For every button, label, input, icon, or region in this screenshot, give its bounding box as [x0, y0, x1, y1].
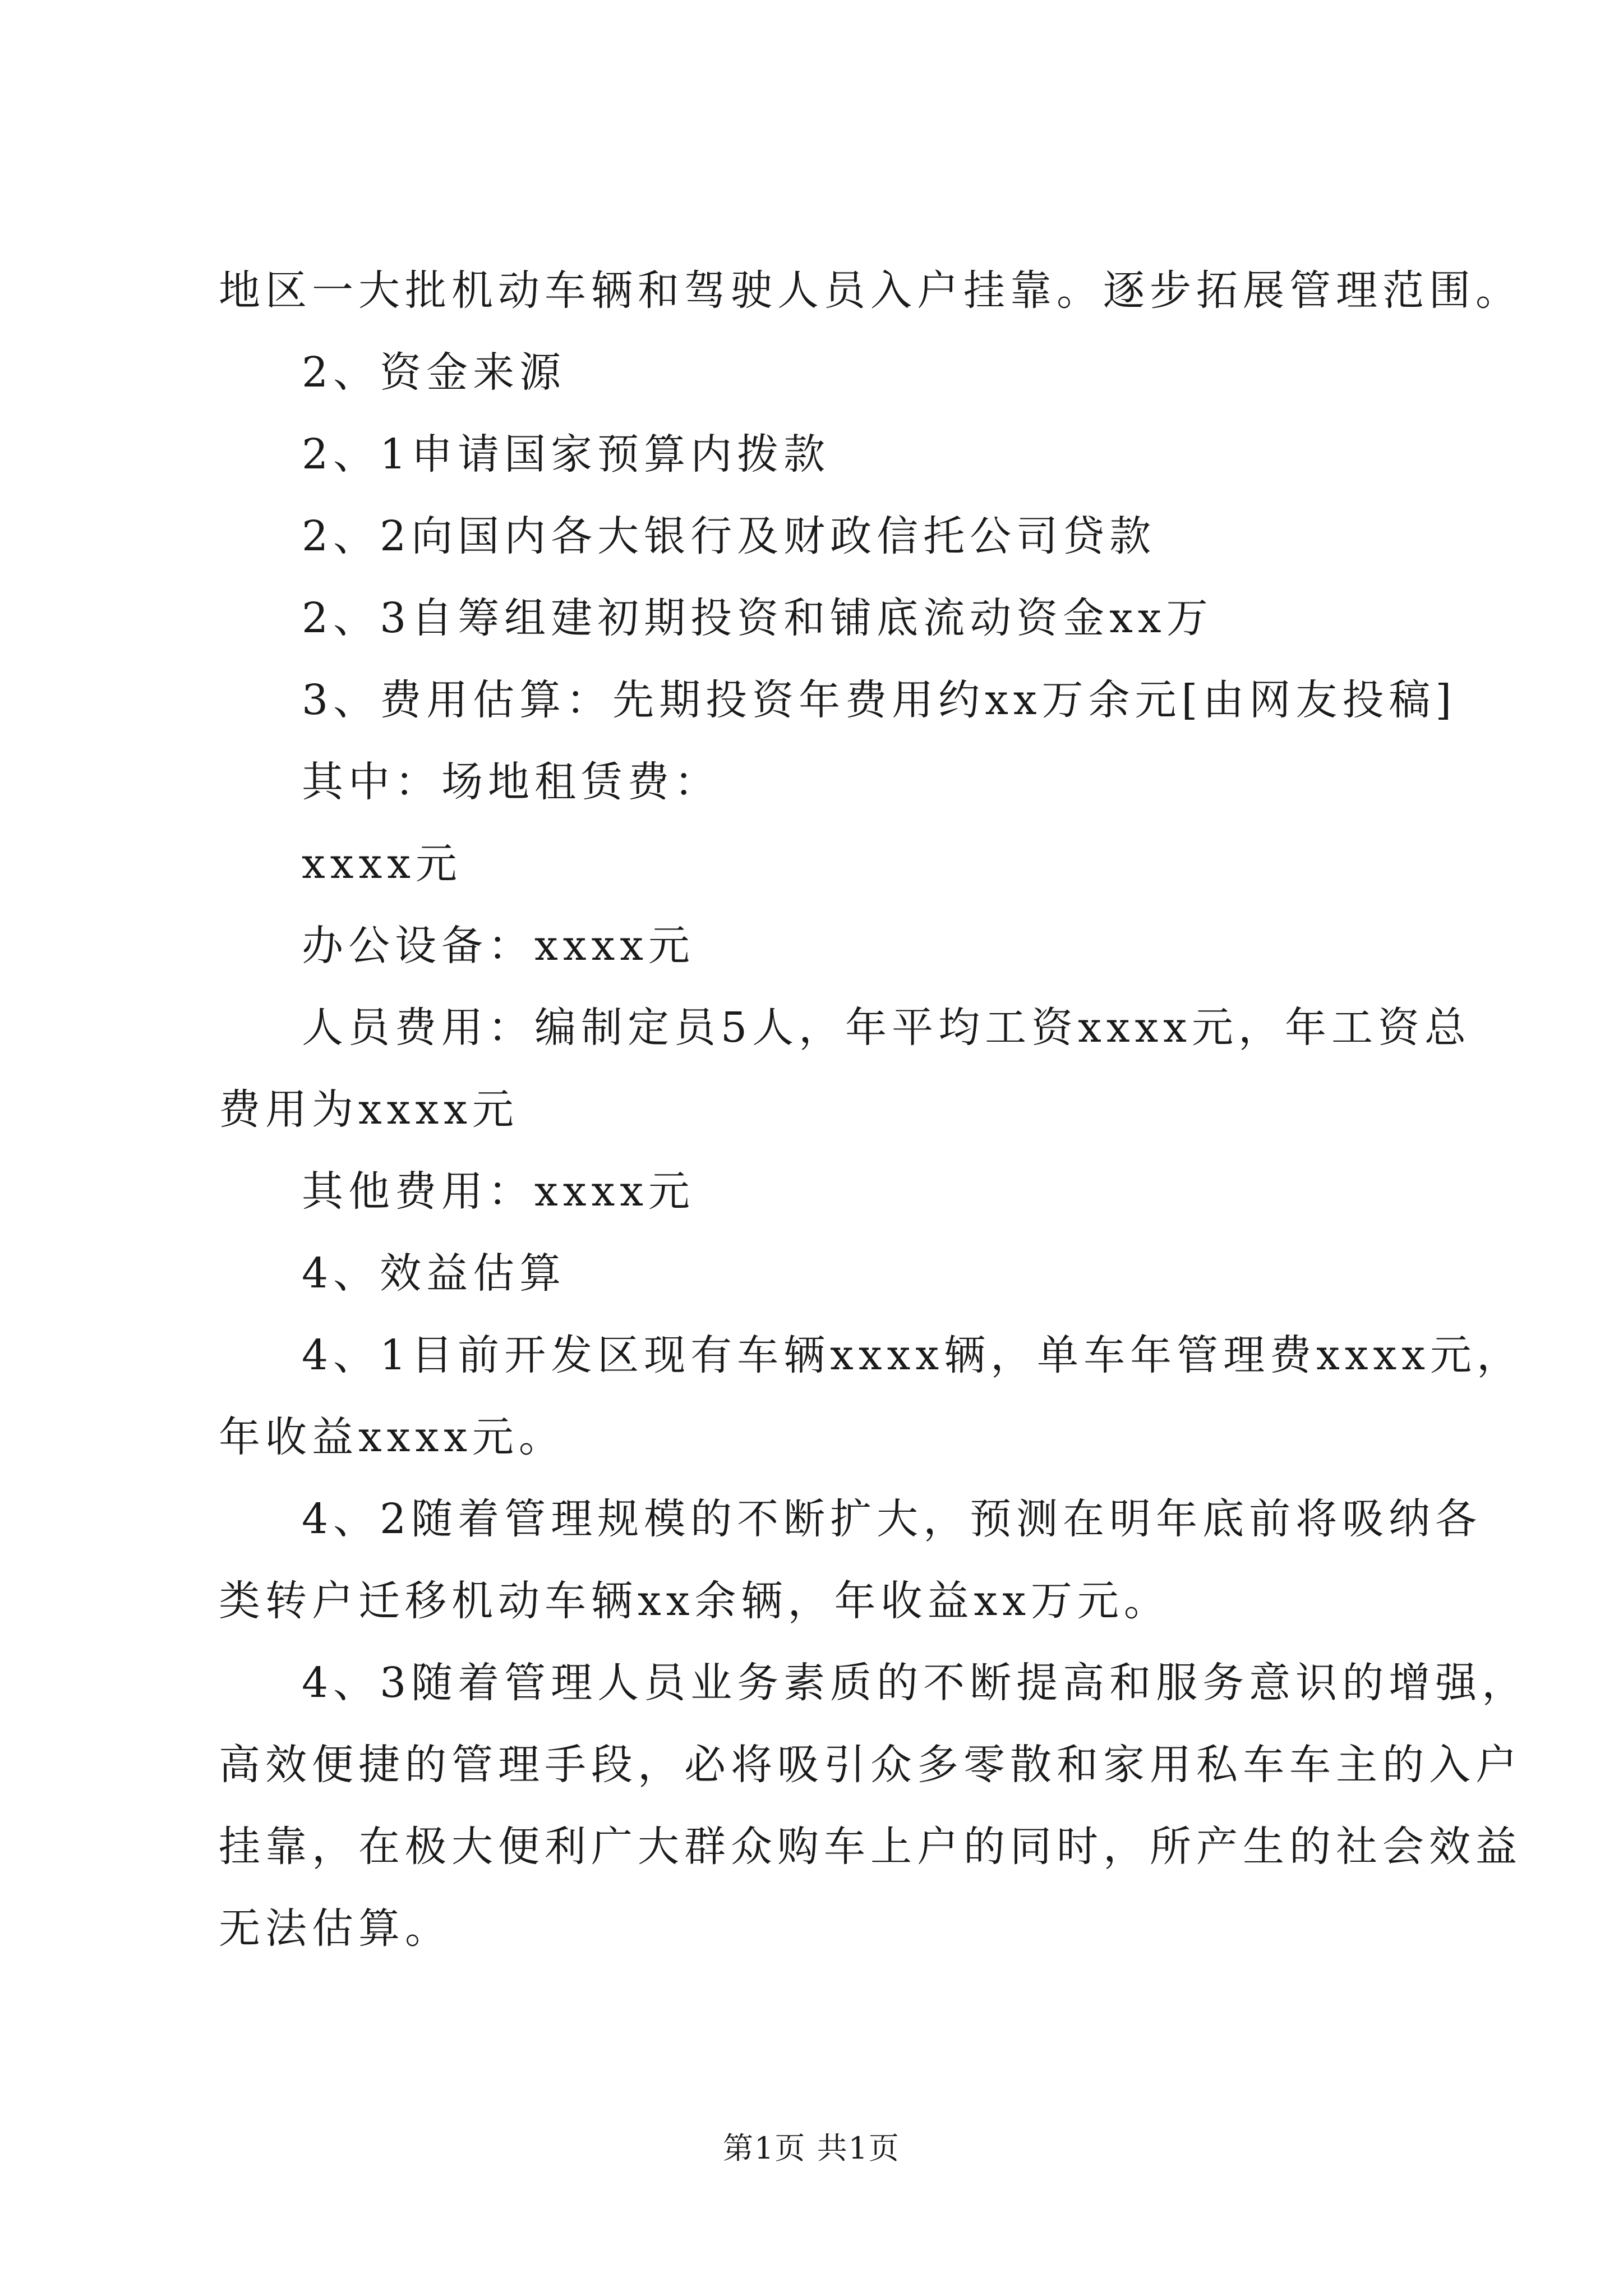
- text-line: xxxx元: [302, 840, 462, 888]
- text-line: 其他费用：xxxx元: [302, 1167, 695, 1216]
- text-line: 类转户迁移机动车辆xx余辆，年收益xx万元。: [219, 1577, 1170, 1625]
- text-line: 地区一大批机动车辆和驾驶人员入户挂靠。逐步拓展管理范围。: [219, 266, 1522, 315]
- text-line: 4、1目前开发区现有车辆xxxx辆，单车年管理费xxxx元，: [302, 1331, 1524, 1379]
- text-line: 挂靠，在极大便利广大群众购车上户的同时，所产生的社会效益: [219, 1823, 1522, 1871]
- text-line: 4、效益估算: [302, 1249, 566, 1297]
- text-line: 3、费用估算：先期投资年费用约xx万余元[由网友投稿]: [302, 676, 1457, 724]
- text-line: 年收益xxxx元。: [219, 1413, 565, 1461]
- text-line: 高效便捷的管理手段，必将吸引众多零散和家用私车车主的入户: [219, 1741, 1522, 1789]
- page-footer: 第1页 共1页: [723, 2131, 900, 2166]
- text-line: 2、资金来源: [302, 348, 566, 397]
- text-line: 办公设备：xxxx元: [302, 922, 695, 970]
- document-body: [219, 250, 1529, 1970]
- text-line: 4、3随着管理人员业务素质的不断提高和服务意识的增强，: [302, 1659, 1529, 1707]
- text-line: 4、2随着管理规模的不断扩大，预测在明年底前将吸纳各: [302, 1495, 1482, 1543]
- text-line: 费用为xxxx元: [219, 1085, 519, 1134]
- text-line: 人员费用：编制定员5人，年平均工资xxxx元，年工资总: [302, 1004, 1472, 1052]
- text-line: 其中：场地租赁费：: [302, 758, 721, 806]
- text-line: 2、2向国内各大银行及财政信托公司贷款: [302, 512, 1156, 560]
- text-line: 无法估算。: [219, 1904, 451, 1953]
- text-line: 2、1申请国家预算内拨款: [302, 430, 831, 478]
- text-line: 2、3自筹组建初期投资和铺底流动资金xx万: [302, 594, 1213, 642]
